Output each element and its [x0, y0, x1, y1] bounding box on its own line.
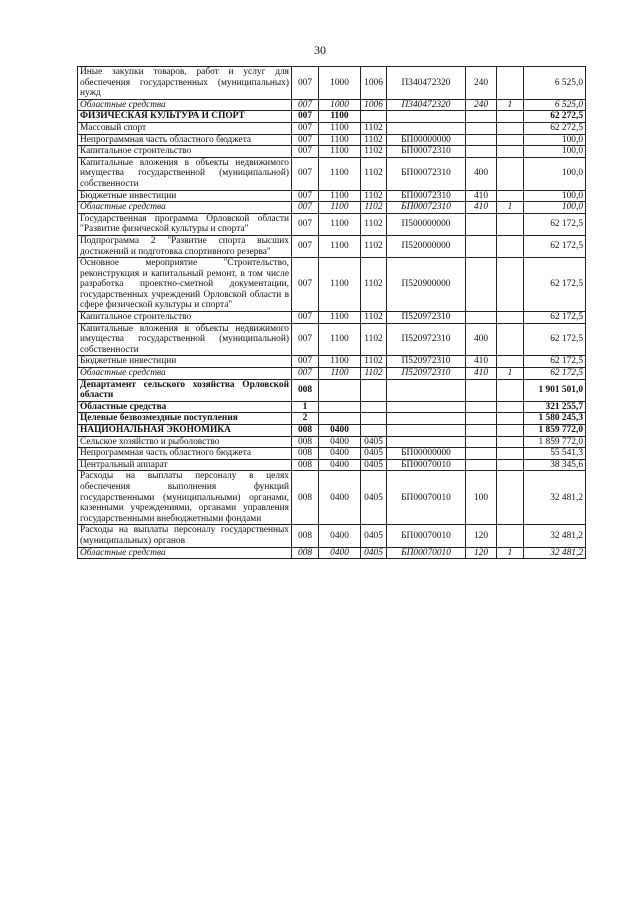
row-target-article: [387, 413, 466, 425]
row-expense-type: 400: [466, 157, 497, 190]
row-department-code: 007: [292, 111, 319, 123]
row-subsection-code: 1102: [361, 134, 387, 146]
row-name: Непрограммная часть областного бюджета: [78, 134, 292, 146]
row-name: Областные средства: [78, 401, 292, 413]
row-amount: 1 901 501,0: [524, 379, 586, 401]
row-name: Целевые безвозмездные поступления: [78, 413, 292, 425]
row-subsection-code: 1102: [361, 323, 387, 356]
row-name: ФИЗИЧЕСКАЯ КУЛЬТУРА И СПОРТ: [78, 111, 292, 123]
row-section-code: [319, 379, 361, 401]
row-funding-source: [497, 379, 524, 401]
table-row: [78, 401, 586, 413]
row-department-code: 007: [292, 368, 319, 380]
row-subsection-code: 0405: [361, 459, 387, 471]
row-target-article: БП00072310: [387, 157, 466, 190]
row-funding-source: 1: [497, 368, 524, 380]
row-department-code: 007: [292, 202, 319, 214]
row-department-code: 007: [292, 312, 319, 324]
row-target-article: П520972310: [387, 312, 466, 324]
row-section-code: 1100: [319, 213, 361, 235]
row-department-code: 007: [292, 235, 319, 257]
row-target-article: БП00000000: [387, 134, 466, 146]
row-expense-type: [466, 436, 497, 448]
row-amount: 62 272,5: [524, 122, 586, 134]
row-amount: 100,0: [524, 134, 586, 146]
row-department-code: 007: [292, 134, 319, 146]
row-subsection-code: 0405: [361, 547, 387, 559]
row-department-code: 007: [292, 157, 319, 190]
row-funding-source: 1: [497, 202, 524, 214]
row-section-code: 0400: [319, 547, 361, 559]
row-department-code: 007: [292, 213, 319, 235]
row-target-article: [387, 111, 466, 123]
row-funding-source: [497, 436, 524, 448]
row-name: Капитальные вложения в объекты недвижимого имущества государственной (муниципальной) собственности: [78, 323, 292, 356]
row-target-article: БП00072310: [387, 190, 466, 202]
row-amount: 62 172,5: [524, 258, 586, 312]
row-funding-source: [497, 471, 524, 525]
row-amount: 32 481,2: [524, 471, 586, 525]
row-section-code: 0400: [319, 471, 361, 525]
row-funding-source: 1: [497, 547, 524, 559]
row-amount: 62 172,5: [524, 312, 586, 324]
row-target-article: П500000000: [387, 213, 466, 235]
row-amount: 321 255,7: [524, 401, 586, 413]
row-amount: 62 172,5: [524, 323, 586, 356]
row-expense-type: [466, 312, 497, 324]
table-row: [78, 436, 586, 448]
row-amount: 62 172,5: [524, 368, 586, 380]
table-row: [78, 323, 586, 356]
row-department-code: 007: [292, 67, 319, 100]
row-expense-type: [466, 413, 497, 425]
row-funding-source: [497, 312, 524, 324]
row-name: Бюджетные инвестиции: [78, 190, 292, 202]
table-row: [78, 459, 586, 471]
row-department-code: 007: [292, 122, 319, 134]
table-row: [78, 134, 586, 146]
table-row: [78, 356, 586, 368]
row-name: Непрограммная часть областного бюджета: [78, 448, 292, 460]
table-row: [78, 111, 586, 123]
row-subsection-code: [361, 111, 387, 123]
table-row: [78, 258, 586, 312]
row-department-code: 2: [292, 413, 319, 425]
table-row: [78, 368, 586, 380]
row-expense-type: 410: [466, 368, 497, 380]
row-section-code: 1100: [319, 312, 361, 324]
row-name: Центральный аппарат: [78, 459, 292, 471]
row-target-article: БП00070010: [387, 547, 466, 559]
row-department-code: 007: [292, 190, 319, 202]
table-row: [78, 525, 586, 547]
row-subsection-code: [361, 425, 387, 437]
row-expense-type: [466, 379, 497, 401]
row-funding-source: [497, 413, 524, 425]
row-expense-type: [466, 448, 497, 460]
row-section-code: 1100: [319, 190, 361, 202]
row-expense-type: [466, 134, 497, 146]
row-target-article: П520000000: [387, 235, 466, 257]
row-subsection-code: 1102: [361, 202, 387, 214]
row-subsection-code: 1006: [361, 67, 387, 100]
row-subsection-code: 0405: [361, 448, 387, 460]
row-name: НАЦИОНАЛЬНАЯ ЭКОНОМИКА: [78, 425, 292, 437]
row-target-article: БП00000000: [387, 448, 466, 460]
row-target-article: БП00070010: [387, 471, 466, 525]
row-subsection-code: 1102: [361, 213, 387, 235]
table-row: [78, 202, 586, 214]
row-expense-type: 240: [466, 67, 497, 100]
row-expense-type: 410: [466, 190, 497, 202]
row-amount: 1 859 772,0: [524, 436, 586, 448]
row-name: Сельское хозяйство и рыболовство: [78, 436, 292, 448]
row-name: Расходы на выплаты персоналу в целях обеспечения выполнения функций государственными (муниципальными) органами, казенными учреждениями, органами управления государственными внебюджетными фондами: [78, 471, 292, 525]
row-name: Областные средства: [78, 547, 292, 559]
row-section-code: 1000: [319, 99, 361, 111]
table-row: [78, 190, 586, 202]
row-name: Областные средства: [78, 202, 292, 214]
row-subsection-code: 1102: [361, 368, 387, 380]
row-department-code: 008: [292, 425, 319, 437]
row-section-code: 0400: [319, 448, 361, 460]
row-section-code: 1100: [319, 111, 361, 123]
table-row: [78, 471, 586, 525]
row-subsection-code: 0405: [361, 436, 387, 448]
row-expense-type: [466, 235, 497, 257]
row-department-code: 008: [292, 471, 319, 525]
row-department-code: 008: [292, 379, 319, 401]
row-amount: 62 172,5: [524, 235, 586, 257]
row-amount: 6 525,0: [524, 67, 586, 100]
row-department-code: 008: [292, 436, 319, 448]
row-expense-type: [466, 213, 497, 235]
row-target-article: П520900000: [387, 258, 466, 312]
row-section-code: 0400: [319, 436, 361, 448]
row-amount: 55 541,3: [524, 448, 586, 460]
row-expense-type: 120: [466, 547, 497, 559]
row-funding-source: [497, 146, 524, 158]
row-funding-source: [497, 213, 524, 235]
row-funding-source: [497, 67, 524, 100]
row-funding-source: [497, 401, 524, 413]
row-target-article: [387, 401, 466, 413]
row-name: Государственная программа Орловской области "Развитие физической культуры и спорта": [78, 213, 292, 235]
row-subsection-code: 1102: [361, 235, 387, 257]
row-amount: 32 481,2: [524, 525, 586, 547]
row-subsection-code: [361, 401, 387, 413]
row-name: Расходы на выплаты персоналу государственных (муниципальных) органов: [78, 525, 292, 547]
row-expense-type: [466, 425, 497, 437]
row-section-code: 1100: [319, 356, 361, 368]
row-expense-type: [466, 111, 497, 123]
row-expense-type: 400: [466, 323, 497, 356]
row-funding-source: [497, 134, 524, 146]
row-name: Областные средства: [78, 368, 292, 380]
row-subsection-code: 1102: [361, 146, 387, 158]
row-funding-source: [497, 448, 524, 460]
row-expense-type: [466, 401, 497, 413]
row-funding-source: [497, 258, 524, 312]
row-section-code: 0400: [319, 459, 361, 471]
row-name: Подпрограмма 2 "Развитие спорта высших достижений и подготовка спортивного резерва": [78, 235, 292, 257]
row-name: Областные средства: [78, 99, 292, 111]
row-department-code: 008: [292, 525, 319, 547]
row-target-article: БП00072310: [387, 202, 466, 214]
row-subsection-code: 1102: [361, 312, 387, 324]
row-target-article: [387, 425, 466, 437]
row-section-code: 1100: [319, 368, 361, 380]
row-section-code: 1100: [319, 323, 361, 356]
row-subsection-code: 1102: [361, 356, 387, 368]
row-funding-source: [497, 323, 524, 356]
row-subsection-code: 1006: [361, 99, 387, 111]
row-section-code: [319, 401, 361, 413]
row-funding-source: [497, 190, 524, 202]
row-expense-type: 410: [466, 202, 497, 214]
row-section-code: 1100: [319, 122, 361, 134]
row-target-article: [387, 122, 466, 134]
row-funding-source: [497, 111, 524, 123]
row-amount: 100,0: [524, 146, 586, 158]
row-section-code: 1100: [319, 258, 361, 312]
table-row: [78, 547, 586, 559]
row-amount: 62 172,5: [524, 213, 586, 235]
row-subsection-code: [361, 379, 387, 401]
row-funding-source: [497, 356, 524, 368]
page-number: 30: [314, 43, 326, 57]
table-row: [78, 213, 586, 235]
row-section-code: [319, 413, 361, 425]
row-section-code: 1100: [319, 146, 361, 158]
row-funding-source: [497, 122, 524, 134]
row-amount: 100,0: [524, 202, 586, 214]
row-department-code: 007: [292, 146, 319, 158]
row-target-article: [387, 436, 466, 448]
row-target-article: БП00070010: [387, 459, 466, 471]
row-department-code: 008: [292, 459, 319, 471]
row-target-article: [387, 379, 466, 401]
row-name: Массовый спорт: [78, 122, 292, 134]
table-row: [78, 413, 586, 425]
row-name: Капитальное строительство: [78, 312, 292, 324]
row-expense-type: 100: [466, 471, 497, 525]
row-amount: 100,0: [524, 190, 586, 202]
table-row: [78, 146, 586, 158]
row-section-code: 1100: [319, 235, 361, 257]
row-expense-type: 120: [466, 525, 497, 547]
row-expense-type: [466, 258, 497, 312]
row-department-code: 008: [292, 448, 319, 460]
row-name: Бюджетные инвестиции: [78, 356, 292, 368]
row-amount: 62 272,5: [524, 111, 586, 123]
table-row: [78, 99, 586, 111]
row-target-article: П340472320: [387, 67, 466, 100]
row-name: Основное мероприятие "Строительство, реконструкция и капитальный ремонт, в том числе разработка проектно-сметной документации, государственных учреждений Орловской области в сфере физической культуры и спорта": [78, 258, 292, 312]
row-section-code: 0400: [319, 425, 361, 437]
row-funding-source: [497, 157, 524, 190]
row-target-article: БП00070010: [387, 525, 466, 547]
row-amount: 38 345,6: [524, 459, 586, 471]
table-row: [78, 122, 586, 134]
table-row: [78, 67, 586, 100]
table-row: [78, 379, 586, 401]
row-department-code: 007: [292, 99, 319, 111]
row-amount: 100,0: [524, 157, 586, 190]
row-department-code: 007: [292, 258, 319, 312]
row-expense-type: [466, 146, 497, 158]
row-subsection-code: 1102: [361, 190, 387, 202]
row-name: Иные закупки товаров, работ и услуг для обеспечения государственных (муниципальных) нужд: [78, 67, 292, 100]
row-amount: 1 859 772,0: [524, 425, 586, 437]
row-target-article: П520972310: [387, 323, 466, 356]
row-target-article: БП00072310: [387, 146, 466, 158]
row-funding-source: 1: [497, 99, 524, 111]
row-department-code: 1: [292, 401, 319, 413]
row-funding-source: [497, 235, 524, 257]
row-department-code: 008: [292, 547, 319, 559]
row-amount: 62 172,5: [524, 356, 586, 368]
row-expense-type: 240: [466, 99, 497, 111]
table-row: [78, 312, 586, 324]
row-target-article: П340472320: [387, 99, 466, 111]
budget-table: [77, 66, 586, 559]
row-subsection-code: 1102: [361, 258, 387, 312]
row-target-article: П520972310: [387, 356, 466, 368]
table-row: [78, 425, 586, 437]
row-amount: 32 481,2: [524, 547, 586, 559]
row-section-code: 1100: [319, 157, 361, 190]
row-funding-source: [497, 425, 524, 437]
row-amount: 6 525,0: [524, 99, 586, 111]
row-subsection-code: 0405: [361, 525, 387, 547]
table-row: [78, 157, 586, 190]
row-funding-source: [497, 525, 524, 547]
row-section-code: 1000: [319, 67, 361, 100]
row-target-article: П520972310: [387, 368, 466, 380]
row-section-code: 0400: [319, 525, 361, 547]
row-expense-type: [466, 459, 497, 471]
row-name: Департамент сельского хозяйства Орловской области: [78, 379, 292, 401]
row-expense-type: [466, 122, 497, 134]
row-section-code: 1100: [319, 134, 361, 146]
row-department-code: 007: [292, 356, 319, 368]
row-section-code: 1100: [319, 202, 361, 214]
row-name: Капитальные вложения в объекты недвижимого имущества государственной (муниципальной) собственности: [78, 157, 292, 190]
row-subsection-code: 1102: [361, 157, 387, 190]
row-funding-source: [497, 459, 524, 471]
row-subsection-code: [361, 413, 387, 425]
row-expense-type: 410: [466, 356, 497, 368]
row-department-code: 007: [292, 323, 319, 356]
table-row: [78, 235, 586, 257]
table-row: [78, 448, 586, 460]
row-subsection-code: 1102: [361, 122, 387, 134]
row-amount: 1 580 245,3: [524, 413, 586, 425]
row-subsection-code: 0405: [361, 471, 387, 525]
row-name: Капитальное строительство: [78, 146, 292, 158]
